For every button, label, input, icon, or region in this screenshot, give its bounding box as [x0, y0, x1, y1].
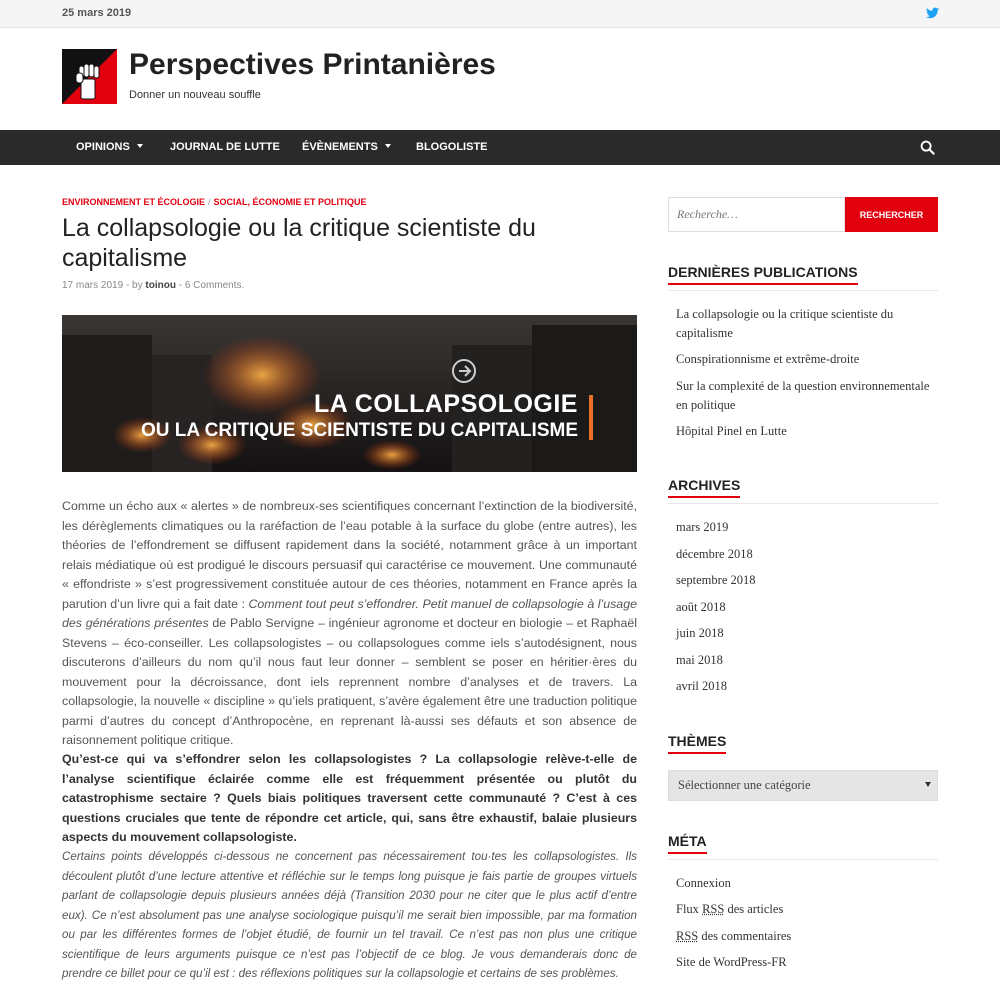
widget-divider [668, 290, 938, 291]
rss-abbr: RSS [676, 929, 699, 943]
link-text: des articles [727, 902, 784, 916]
category-link[interactable]: SOCIAL, ÉCONOMIE ET POLITIQUE [213, 197, 367, 207]
nav-label: BLOGOLISTE [416, 141, 488, 153]
link-text: Flux [676, 902, 699, 916]
recent-post-link[interactable]: Sur la complexité de la question environnementale en politique [676, 379, 930, 412]
nav-item-journal-de-lutte[interactable] [170, 130, 280, 165]
featured-image-accent [589, 395, 593, 440]
top-date: 25 mars 2019 [62, 7, 132, 19]
post-meta [62, 280, 244, 291]
top-bar [0, 0, 1000, 28]
chevron-down-icon [925, 782, 931, 787]
wordpress-link[interactable]: Site de WordPress-FR [676, 955, 787, 969]
post-title: La collapsologie ou la critique scientiste du capitalisme [62, 214, 536, 272]
widget-title-themes: THÈMES [668, 733, 727, 749]
recent-post-link[interactable]: La collapsologie ou la critique scientiste du capitalisme [676, 307, 894, 340]
widget-title-meta: MÉTA [668, 833, 707, 849]
link-text: des commentaires [701, 929, 792, 943]
featured-image-subtitle: OU LA CRITIQUE SCIENTISTE DU CAPITALISME [140, 420, 578, 441]
archive-link[interactable]: mai 2018 [676, 653, 723, 667]
book-title: Comment tout peut s’effondrer. Petit manuel de collapsologie à l’usage des générations présentes [62, 596, 637, 630]
archive-link[interactable]: juin 2018 [676, 626, 724, 640]
post-date[interactable]: 17 mars 2019 [62, 280, 124, 291]
recent-post-link[interactable]: Hôpital Pinel en Lutte [676, 424, 787, 438]
twitter-icon[interactable] [926, 7, 939, 19]
site-title[interactable]: Perspectives Printanières [129, 48, 496, 81]
nav-item-blogoliste[interactable] [416, 130, 488, 165]
rss-comments-link[interactable] [676, 927, 938, 946]
nav-label: OPINIONS [76, 141, 130, 153]
archive-link[interactable]: mars 2019 [676, 520, 729, 534]
login-link[interactable]: Connexion [676, 876, 731, 890]
post-paragraph: Certains points développés ci-dessous ne concernent pas nécessairement tou·tes les collapsologistes. Ils découlent plutôt d’une lecture attentive et réfléchie sur le temps long puisque je fais partie de groupes virtuels parlant de collapsologie depuis plusieurs années déjà (Transition 2030 pour ne citer que le plus actif d’entre eux). Ce n’est absolument pas une analyse sociologique puisqu’il me serait bien impossible, par ma formation ou par les différentes formes de l’objet étudié, de fournir un tel travail. Ce n’est pas non plus une critique scientifique de leurs arguments puisque ce n’est pas l’objectif de ce blog. Je vous demanderais donc de prendre ce billet pour ce qu’il est : des réflexions politiques sur la collapsologie et certains de ses problèmes. [62, 850, 637, 980]
nav-item-evenements[interactable] [302, 130, 391, 165]
widget-title-recent: DERNIÈRES PUBLICATIONS [668, 264, 858, 280]
main-nav [0, 130, 1000, 165]
post-comments[interactable]: 6 Comments. [184, 280, 245, 291]
post-paragraph: Qu’est-ce qui va s’effondrer selon les collapsologistes ? La collapsologie relève-t-elle de l’analyse scientifique éclairée comme elle est fréquemment présentée ou plutôt du catastrophisme sectaire ? Quels biais politiques traversent cette communauté ? C’est à ces questions cruciales que tente de répondre cet article, qui, sans être exhaustif, balaie plusieurs aspects du mouvement collapsologiste. [62, 752, 637, 844]
category-link[interactable]: ENVIRONNEMENT ET ÉCOLOGIE [62, 197, 206, 207]
category-select-value: Sélectionner une catégorie [678, 778, 811, 792]
category-select[interactable] [668, 770, 938, 801]
search-input[interactable] [668, 197, 845, 232]
recent-post-link[interactable]: Conspirationnisme et extrême-droite [676, 352, 860, 366]
nav-item-opinions[interactable] [76, 130, 143, 165]
post-by: by [132, 280, 143, 291]
post-paragraph [62, 497, 637, 751]
nav-label: JOURNAL DE LUTTE [170, 141, 280, 153]
meta-separator: - [125, 280, 133, 291]
archive-link[interactable]: avril 2018 [676, 679, 728, 693]
post-categories [62, 197, 367, 207]
nav-label: ÉVÈNEMENTS [302, 141, 378, 153]
widget-title-archives: ARCHIVES [668, 477, 741, 493]
archive-link[interactable]: septembre 2018 [676, 573, 756, 587]
archive-link[interactable]: décembre 2018 [676, 547, 753, 561]
widget-divider [668, 503, 938, 504]
paragraph-text: Comme un écho aux « alertes » de nombreux-ses scientifiques concernant l’extinction de la biodiversité, les dérèglements climatiques ou la raréfaction de l’eau potable à la surface du globe (entre autres), les théories de l’effondrement se diffusent rapidement dans la société, notamment grâce à un important relais médiatique où est prodigué le discours persuasif qui caractérise ce mouvement. Une communauté « effondriste » s’est progressivement constituée autour de ces théories, notamment en France après la parution d’un livre qui a fait date : [62, 499, 637, 611]
chevron-down-icon [137, 144, 143, 148]
search-icon[interactable] [920, 140, 935, 155]
rss-articles-link[interactable] [676, 900, 938, 919]
meta-separator: - [178, 280, 185, 291]
post-author[interactable]: toinou [145, 280, 176, 291]
search-button[interactable]: RECHERCHER [845, 197, 938, 232]
chevron-down-icon [385, 144, 391, 148]
category-separator: / [208, 197, 211, 207]
paragraph-text: de Pablo Servigne – ingénieur agronome et docteur en biologie – et Raphaël Stevens – éco-conseiller. Les collapsologistes – ou collapsologues comme iels s’autodésignent, nous discuterons d’ailleurs du nom qu’il nous faut leur donner – semblent se poser en héritier·ères du mouvement pour la décroissance, dont iels reprennent nombre d’analyses et de travers. La collapsologie, la nouvelle « discipline » qu’iels pratiquent, s’avère également être une traduction politique parmi d’autres du concept d’Anthropocène, en reprenant là-aussi ses défauts et son absence de raisonnement politique critique. [62, 616, 637, 747]
rss-abbr: RSS [702, 902, 725, 916]
featured-image-title: LA COLLAPSOLOGIE [313, 390, 578, 418]
archive-link[interactable]: août 2018 [676, 600, 726, 614]
featured-image [62, 315, 637, 472]
site-logo[interactable] [62, 49, 117, 104]
widget-divider [668, 859, 938, 860]
site-description: Donner un nouveau souffle [129, 89, 261, 101]
